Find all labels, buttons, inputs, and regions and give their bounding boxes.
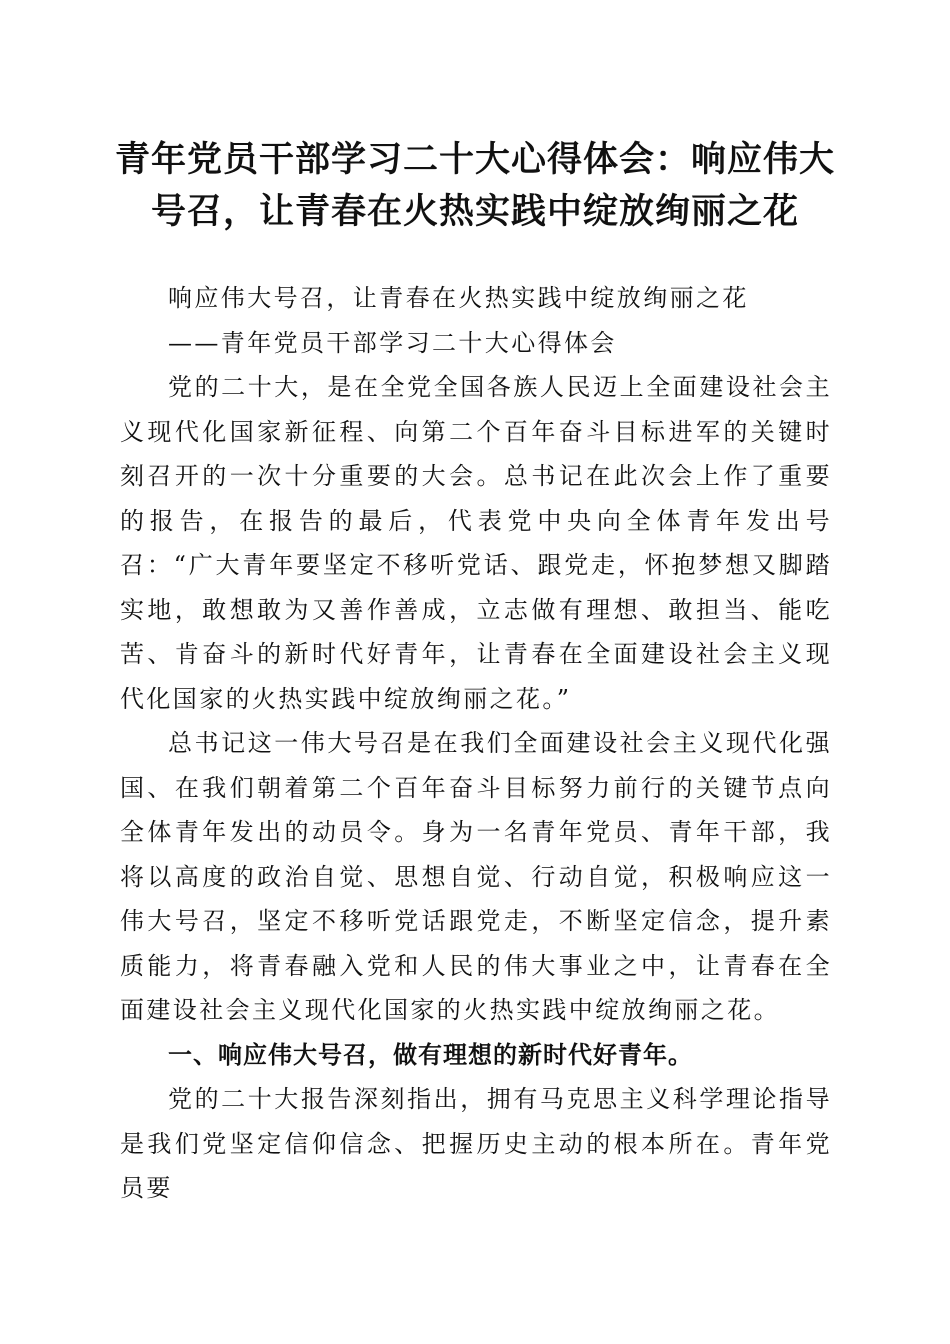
title-line-2: 号召，让青春在火热实践中绽放绚丽之花 bbox=[150, 191, 799, 232]
section-1-paragraph: 党的二十大报告深刻指出，拥有马克思主义科学理论指导是我们党坚定信仰信念、把握历史主动的根本所在。青年党员要 bbox=[120, 1085, 832, 1202]
section-heading-1: 一、响应伟大号召，做有理想的新时代好青年。 bbox=[168, 1040, 693, 1069]
title-line-1: 青年党员干部学习二十大心得体会：响应伟大 bbox=[114, 139, 835, 180]
paragraph-1: 党的二十大，是在全党全国各族人民迈上全面建设社会主义现代化国家新征程、向第二个百年奋斗目标进军的关键时刻召开的一次十分重要的大会。总书记在此次会上作了重要的报告，在报告的最后，代表党中央向全体青年发出号召：“广大青年要坚定不移听党话、跟党走，怀抱梦想又脚踏实地，敢想敢为又善作善成，立志做有理想、敢担当、能吃苦、肯奋斗的新时代好青年，让青春在全面建设社会主义现代化国家的火热实践中绽放绚丽之花。” bbox=[120, 373, 832, 713]
subtitle-main: 响应伟大号召，让青春在火热实践中绽放绚丽之花 bbox=[168, 284, 749, 312]
paragraph-2: 总书记这一伟大号召是在我们全面建设社会主义现代化强国、在我们朝着第二个百年奋斗目标努力前行的关键节点向全体青年发出的动员令。身为一名青年党员、青年干部，我将以高度的政治自觉、思想自觉、行动自觉，积极响应这一伟大号召，坚定不移听党话跟党走，不断坚定信念，提升素质能力，将青春融入党和人民的伟大事业之中，让青春在全面建设社会主义现代化国家的火热实践中绽放绚丽之花。 bbox=[120, 729, 832, 1024]
subtitle-byline: ——青年党员干部学习二十大心得体会 bbox=[168, 328, 617, 357]
document-body bbox=[120, 276, 832, 1211]
document-title bbox=[110, 134, 840, 238]
